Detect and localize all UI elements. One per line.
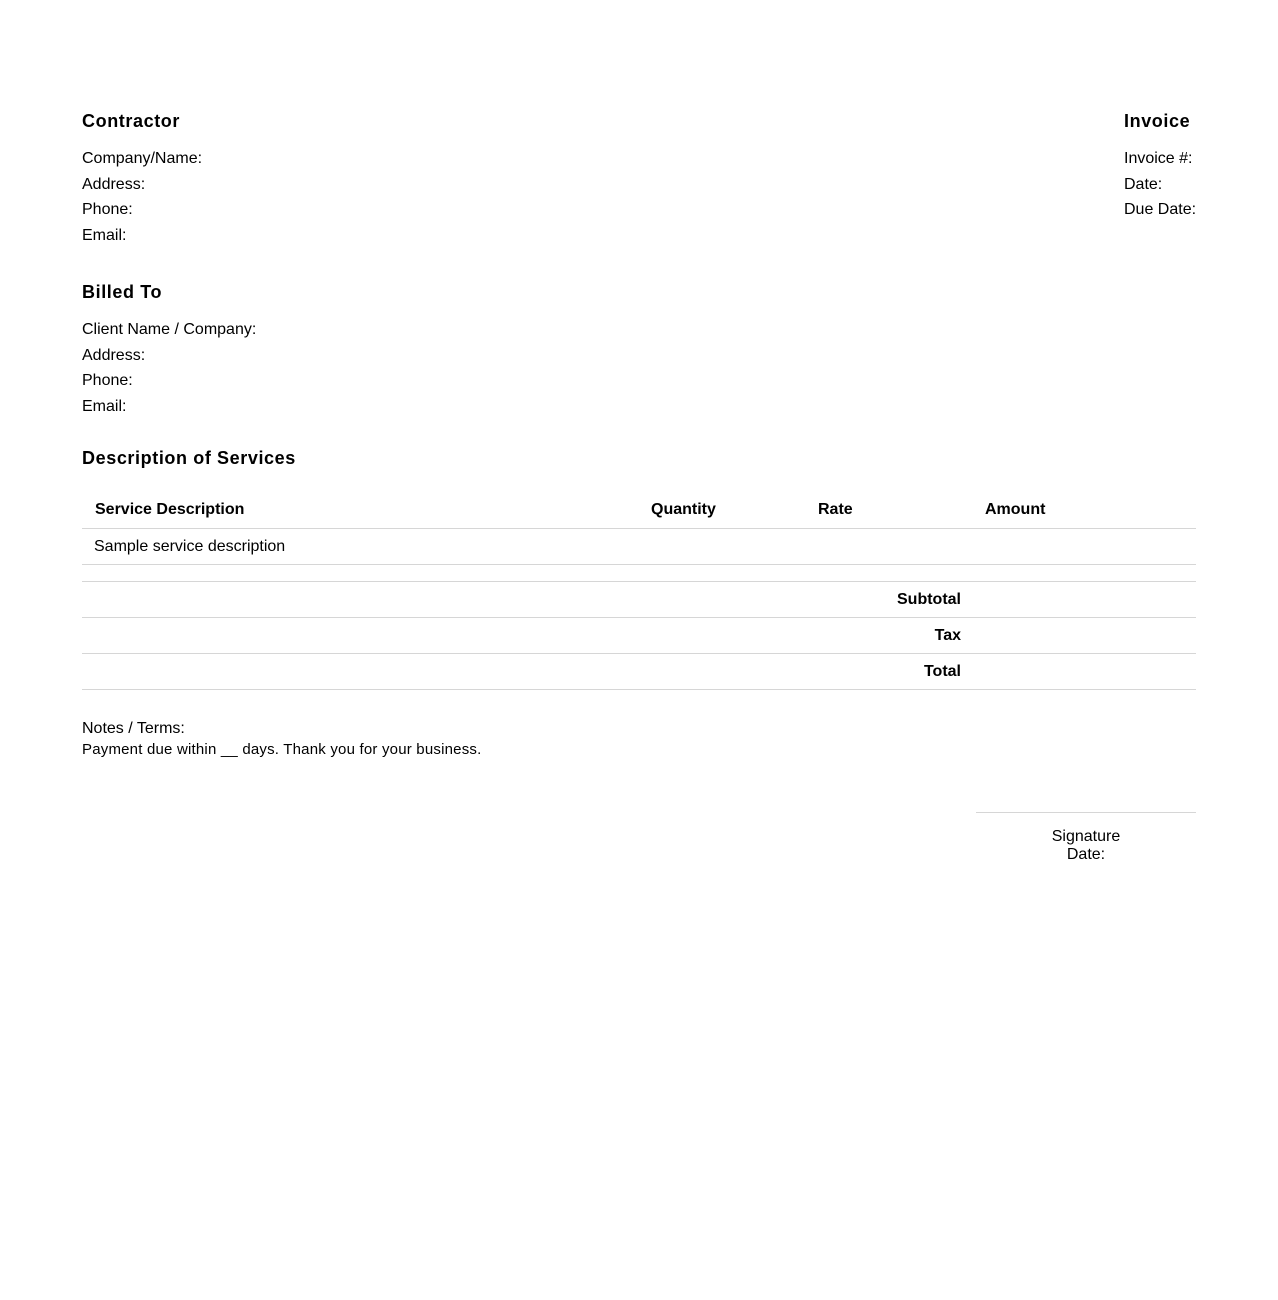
- table-row: [82, 529, 1196, 565]
- subtotal-row: [82, 582, 1196, 618]
- signature-label: Signature: [1051, 828, 1121, 845]
- column-header-rate: Rate: [818, 501, 853, 518]
- services-title: Description of Services: [82, 448, 296, 468]
- client-address-field: Address:: [82, 346, 146, 364]
- invoice-date-field: Date:: [1124, 175, 1163, 193]
- contractor-phone-field: Phone:: [82, 201, 133, 218]
- total-label: Total: [923, 663, 961, 680]
- client-name-field: Client Name / Company:: [82, 321, 257, 338]
- client-email-field: Email:: [82, 397, 127, 415]
- invoice-info-section: [1124, 110, 1196, 223]
- invoice-due-date-field: Due Date:: [1124, 201, 1197, 218]
- service-description-cell: Sample service description: [94, 538, 286, 555]
- column-header-description: Service Description: [95, 501, 245, 518]
- tax-row: [82, 618, 1196, 654]
- notes-label: Notes / Terms:: [82, 720, 185, 737]
- contractor-company-field: Company/Name:: [82, 150, 203, 167]
- column-header-amount: Amount: [985, 501, 1046, 518]
- total-row: [82, 654, 1196, 690]
- billed-to-title: Billed To: [82, 282, 163, 302]
- client-phone-field: Phone:: [82, 372, 133, 389]
- services-table: [82, 492, 1196, 690]
- contractor-email-field: Email:: [82, 226, 127, 244]
- invoice-title: Invoice: [1124, 111, 1191, 131]
- notes-section: [82, 718, 481, 760]
- contractor-section: [82, 110, 202, 248]
- tax-label: Tax: [934, 627, 961, 644]
- column-header-quantity: Quantity: [651, 501, 716, 518]
- signature-date-label: Date:: [1066, 846, 1106, 863]
- table-header-row: [82, 492, 1196, 529]
- contractor-title: Contractor: [82, 111, 181, 131]
- billed-to-section: [82, 281, 256, 419]
- invoice-number-field: Invoice #:: [1124, 150, 1193, 167]
- subtotal-label: Subtotal: [897, 591, 961, 608]
- contractor-address-field: Address:: [82, 175, 146, 193]
- table-spacer-row: [82, 565, 1196, 582]
- signature-block: [976, 812, 1196, 864]
- notes-text: Payment due within __ days. Thank you for your business.: [82, 741, 482, 758]
